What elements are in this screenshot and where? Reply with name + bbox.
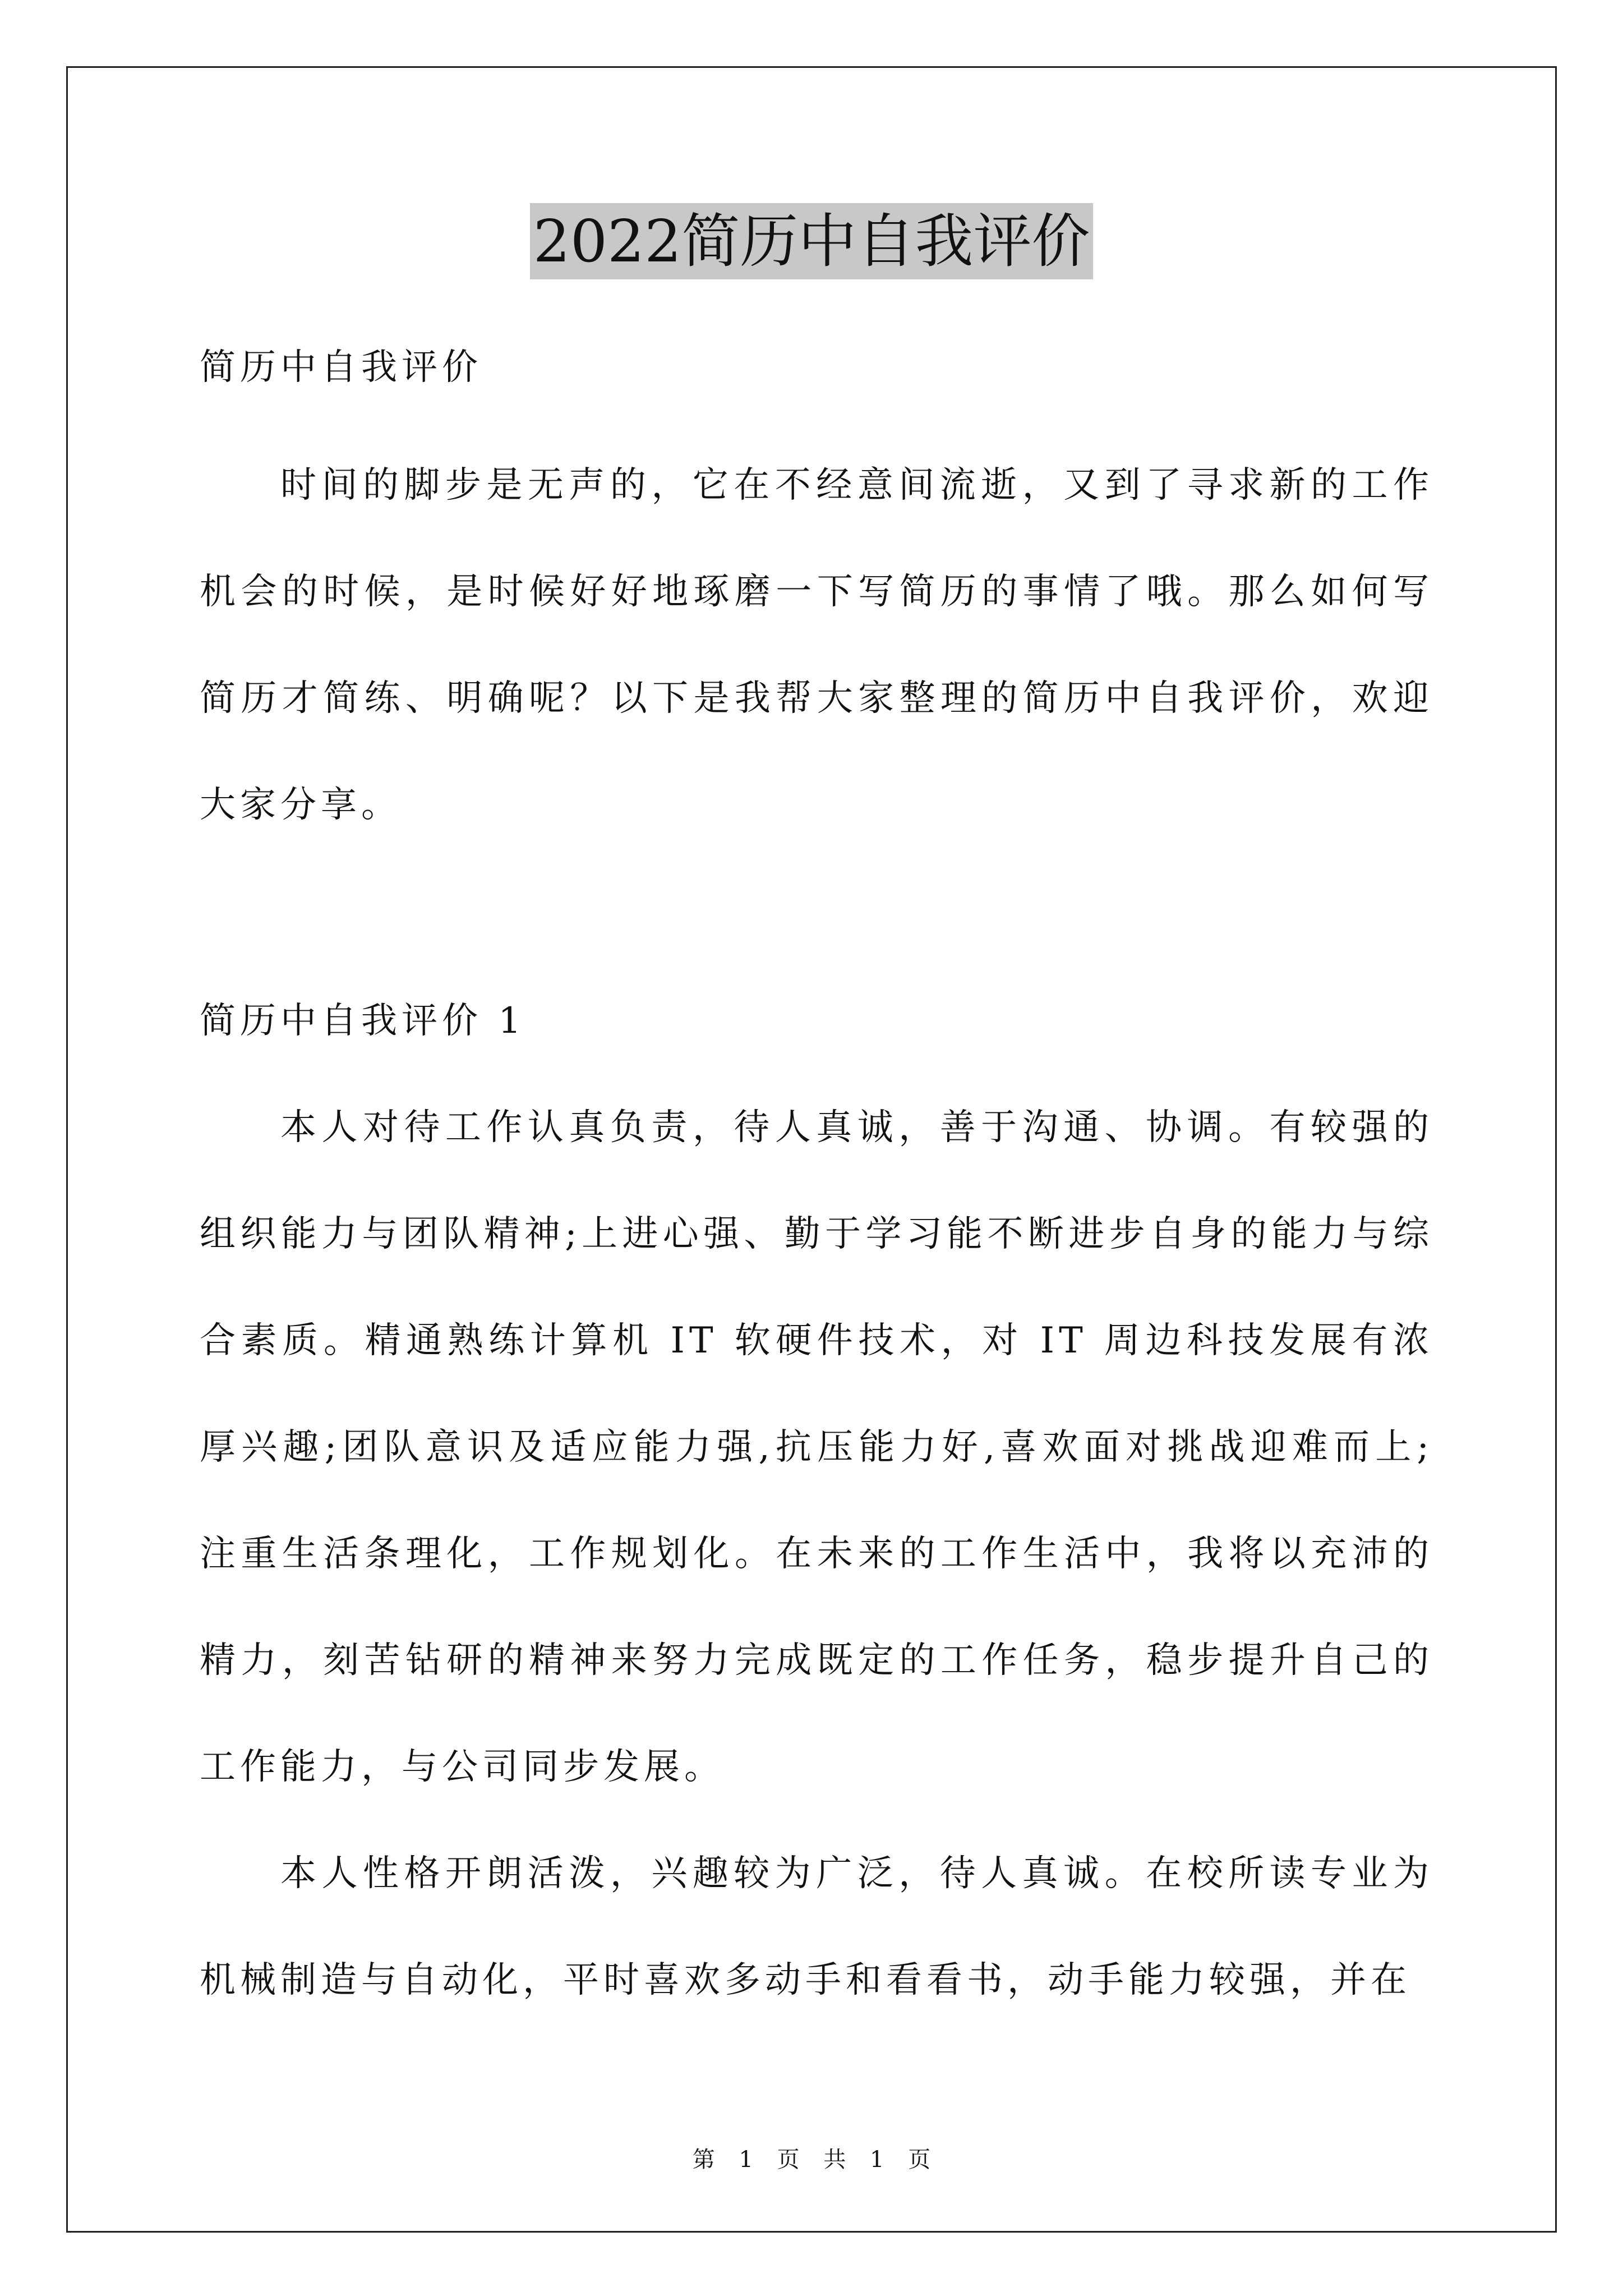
document-title [0,203,1623,279]
subheading-1: 简历中自我评价 1 [200,1000,526,1042]
document-title-text: 2022简历中自我评价 [530,203,1094,279]
body-paragraph-1: 本人对待工作认真负责，待人真诚，善于沟通、协调。有较强的组织能力与团队精神;上进心强、勤于学习能不断进步自身的能力与综合素质。精通熟练计算机 IT 软硬件技术，对 IT 周边科技发展有浓厚兴趣;团队意识及适应能力强,抗压能力好,喜欢面对挑战迎难而上;注重生活条理化，工作规划化。在未来的工作生活中，我将以充沛的精力，刻苦钻研的精神来努力完成既定的工作任务，稳步提升自己的工作能力，与公司同步发展。 [200,1107,1433,1788]
page-footer: 第 1 页 共 1 页 [692,2147,931,2173]
body-paragraph-2: 本人性格开朗活泼，兴趣较为广泛，待人真诚。在校所读专业为机械制造与自动化，平时喜欢多动手和看看书，动手能力较强，并在 [200,1853,1433,2001]
section-heading: 简历中自我评价 [200,347,482,388]
intro-paragraph: 时间的脚步是无声的，它在不经意间流逝，又到了寻求新的工作机会的时候，是时候好好地琢磨一下写简历的事情了哦。那么如何写简历才简练、明确呢？以下是我帮大家整理的简历中自我评价，欢迎大家分享。 [200,464,1433,826]
